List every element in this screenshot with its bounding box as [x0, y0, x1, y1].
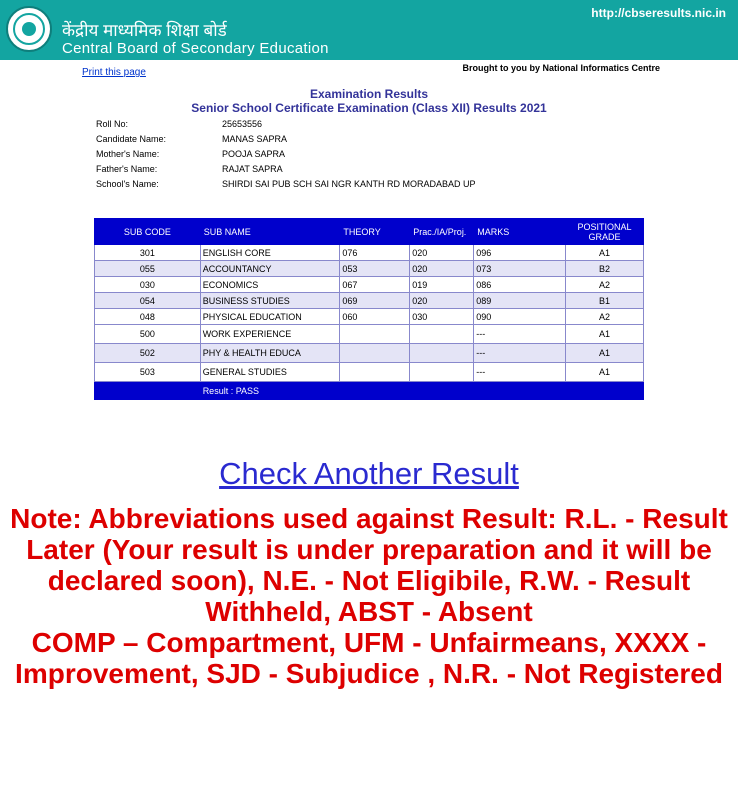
sub-name-cell: PHY & HEALTH EDUCA — [200, 344, 340, 363]
practical-cell — [410, 344, 474, 363]
sub-name-cell: ECONOMICS — [200, 277, 340, 293]
marks-cell: 090 — [474, 309, 566, 325]
brought-by-text: Brought to you by National Informatics Centre — [462, 63, 660, 73]
header-url[interactable]: http://cbseresults.nic.in — [591, 6, 726, 20]
sub-name-cell: BUSINESS STUDIES — [200, 293, 340, 309]
theory-cell: 053 — [340, 261, 410, 277]
marks-cell: --- — [474, 344, 566, 363]
header-title: Central Board of Secondary Education — [62, 40, 329, 57]
site-header — [0, 0, 738, 60]
sub-code-cell: 030 — [95, 277, 201, 293]
col-header-sub-code: SUB CODE — [95, 219, 201, 245]
exam-title: Examination Results — [309, 87, 429, 101]
theory-cell — [340, 363, 410, 382]
table-row — [95, 293, 644, 309]
sub-code-cell: 502 — [95, 344, 201, 363]
theory-cell: 060 — [340, 309, 410, 325]
table-row — [95, 344, 644, 363]
results-body — [95, 245, 644, 400]
father-name-label: Father's Name: — [96, 164, 158, 174]
sub-code-cell: 055 — [95, 261, 201, 277]
theory-cell: 067 — [340, 277, 410, 293]
sub-name-cell: GENERAL STUDIES — [200, 363, 340, 382]
sub-code-cell: 503 — [95, 363, 201, 382]
school-name-value: SHIRDI SAI PUB SCH SAI NGR KANTH RD MORADABAD UP — [222, 179, 476, 189]
theory-cell — [340, 325, 410, 344]
mother-name-value: POOJA SAPRA — [222, 149, 286, 159]
candidate-name-label: Candidate Name: — [96, 134, 167, 144]
practical-cell: 020 — [410, 261, 474, 277]
sub-code-cell: 301 — [95, 245, 201, 261]
grade-cell: A1 — [566, 245, 644, 261]
theory-cell — [340, 344, 410, 363]
table-row — [95, 245, 644, 261]
cbse-logo-icon — [6, 6, 52, 52]
sub-code-cell: 048 — [95, 309, 201, 325]
marks-cell: 086 — [474, 277, 566, 293]
col-header-practical: Prac./IA/Proj. — [410, 219, 474, 245]
practical-cell — [410, 325, 474, 344]
grade-cell: B2 — [566, 261, 644, 277]
table-row — [95, 363, 644, 382]
practical-cell: 030 — [410, 309, 474, 325]
result-status: Result : PASS — [200, 382, 643, 400]
col-header-positional-grade: POSITIONAL GRADE — [566, 219, 644, 245]
table-row — [95, 309, 644, 325]
table-row — [95, 325, 644, 344]
marks-cell: 073 — [474, 261, 566, 277]
marks-cell: --- — [474, 363, 566, 382]
col-header-marks: MARKS — [474, 219, 566, 245]
roll-label: Roll No: — [96, 119, 129, 129]
sub-name-cell: PHYSICAL EDUCATION — [200, 309, 340, 325]
sub-code-cell: 054 — [95, 293, 201, 309]
practical-cell: 020 — [410, 293, 474, 309]
check-another-result-link[interactable]: Check Another Result — [219, 456, 519, 491]
table-row — [95, 261, 644, 277]
grade-cell: A2 — [566, 309, 644, 325]
practical-cell — [410, 363, 474, 382]
exam-subtitle: Senior School Certificate Examination (Class XII) Results 2021 — [191, 101, 547, 115]
theory-cell: 069 — [340, 293, 410, 309]
col-header-theory: THEORY — [340, 219, 410, 245]
header-hindi-title: केंद्रीय माध्यमिक शिक्षा बोर्ड — [62, 21, 227, 40]
theory-cell: 076 — [340, 245, 410, 261]
father-name-value: RAJAT SAPRA — [222, 164, 283, 174]
grade-cell: A1 — [566, 363, 644, 382]
sub-code-cell: 500 — [95, 325, 201, 344]
practical-cell: 020 — [410, 245, 474, 261]
grade-cell: B1 — [566, 293, 644, 309]
grade-cell: A1 — [566, 325, 644, 344]
grade-cell: A1 — [566, 344, 644, 363]
sub-name-cell: ACCOUNTANCY — [200, 261, 340, 277]
sub-name-cell: ENGLISH CORE — [200, 245, 340, 261]
roll-value: 25653556 — [222, 119, 263, 129]
school-name-label: School's Name: — [96, 179, 159, 189]
print-page-link[interactable]: Print this page — [82, 67, 146, 78]
marks-cell: --- — [474, 325, 566, 344]
marks-cell: 096 — [474, 245, 566, 261]
table-row — [95, 277, 644, 293]
mother-name-label: Mother's Name: — [96, 149, 160, 159]
candidate-name-value: MANAS SAPRA — [222, 134, 288, 144]
result-row — [95, 382, 644, 400]
marks-cell: 089 — [474, 293, 566, 309]
sub-name-cell: WORK EXPERIENCE — [200, 325, 340, 344]
col-header-sub-name: SUB NAME — [200, 219, 340, 245]
practical-cell: 019 — [410, 277, 474, 293]
abbreviations-note: Note: Abbreviations used against Result: R.L. - Result Later (Your result is under preparation and it will be declared soon), N.E. - Not Eligibile, R.W. - Result Withheld, ABST - Absent COMP – Compartment, UFM - Unfairmeans, XXXX - Improvement, SJD - Subjudice , N.R. - Not Registered — [10, 503, 728, 689]
table-header-row — [95, 219, 644, 245]
results-table — [94, 218, 644, 400]
grade-cell: A2 — [566, 277, 644, 293]
result-footer-spacer — [95, 382, 201, 400]
